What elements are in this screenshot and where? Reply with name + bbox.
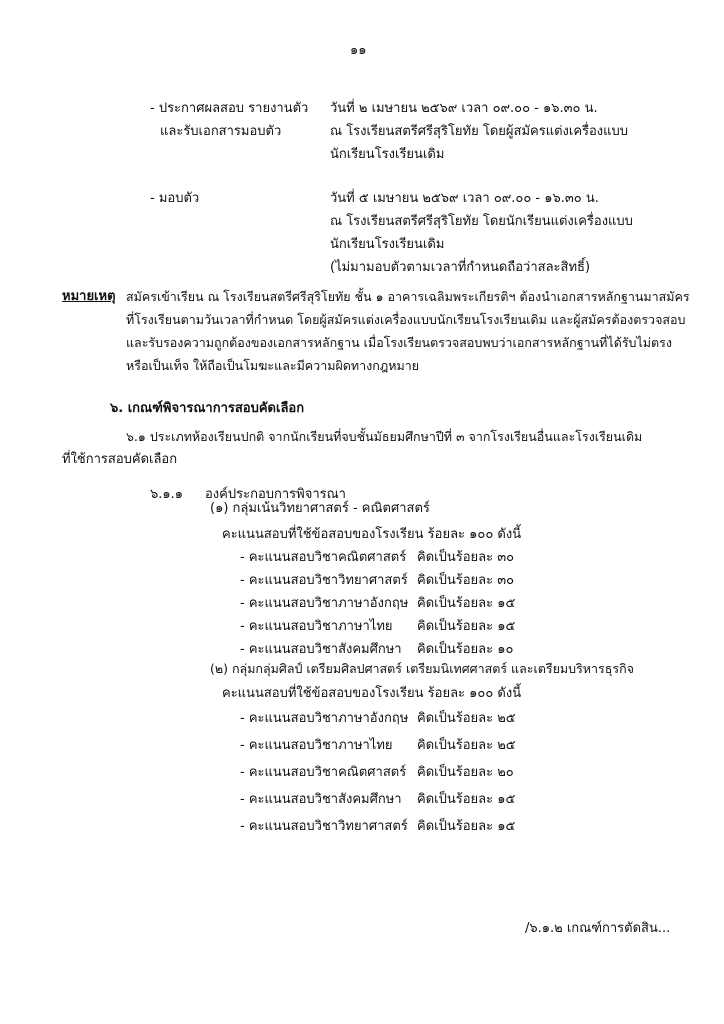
group-2-subject-weight: คิดเป็นร้อยละ ๑๕ [417,792,516,807]
group-1-subject-weight: คิดเป็นร้อยละ ๑๕ [417,619,516,634]
remark-line-4: หรือเป็นเท็จ ให้ถือเป็นโมฆะและมีความผิดทางกฎหมาย [126,358,420,373]
announcement-2-place: ณ โรงเรียนสตรีศรีสุริโยทัย โดยนักเรียนแต่งเครื่องแบบ [330,214,633,229]
announcement-1-label-line-1: - ประกาศผลสอบ รายงานตัว [150,101,309,116]
group-1-subject-weight: คิดเป็นร้อยละ ๑๐ [417,642,514,657]
remark-line-1: สมัครเข้าเรียน ณ โรงเรียนสตรีศรีสุริโยทัย ชั้น ๑ อาคารเฉลิมพระเกียรติฯ ต้องนำเอกสารหลักฐานมาสมัคร [126,289,690,304]
group-1-subject-name: - คะแนนสอบวิชาภาษาอังกฤษ [240,596,409,611]
group-2-subject-weight: คิดเป็นร้อยละ ๒๐ [417,765,514,780]
group-2-subject-name: - คะแนนสอบวิชาภาษาไทย [240,738,393,753]
group-2-title: (๒) กลุ่มกลุ่มศิลป์ เตรียมศิลปศาสตร์ เตรียมนิเทศศาสตร์ และเตรียมบริหารธุรกิจ [210,661,634,676]
section-6-1-line-1: ๖.๑ ประเภทห้องเรียนปกติ จากนักเรียนที่จบชั้นมัธยมศึกษาปีที่ ๓ จากโรงเรียนอื่นและโรงเรียนเดิม [126,429,643,444]
group-1-subject-name: - คะแนนสอบวิชาสังคมศึกษา [240,642,402,657]
section-6-heading: ๖. เกณฑ์พิจารณาการสอบคัดเลือก [110,401,305,416]
announcement-1-label-line-2: และรับเอกสารมอบตัว [160,124,282,139]
announcement-2-uniform: นักเรียนโรงเรียนเดิม [330,237,445,252]
group-1-subject-weight: คิดเป็นร้อยละ ๓๐ [417,550,515,565]
remark-line-3: และรับรองความถูกต้องของเอกสารหลักฐาน เมื่อโรงเรียนตรวจสอบพบว่าเอกสารหลักฐานที่ได้รับไม่ตรง [126,335,672,350]
announcement-1-place: ณ โรงเรียนสตรีศรีสุริโยทัย โดยผู้สมัครแต่งเครื่องแบบ [330,124,629,139]
page-number: ๑๑ [350,43,367,58]
item-6-1-1-number: ๖.๑.๑ [150,487,184,502]
group-2-score-intro: คะแนนสอบที่ใช้ข้อสอบของโรงเรียน ร้อยละ ๑๐๐ ดังนี้ [222,686,522,701]
group-2-subject-weight: คิดเป็นร้อยละ ๒๕ [417,711,516,726]
group-1-score-intro: คะแนนสอบที่ใช้ข้อสอบของโรงเรียน ร้อยละ ๑๐๐ ดังนี้ [222,527,522,542]
group-2-subject-name: - คะแนนสอบวิชาภาษาอังกฤษ [240,711,409,726]
group-2-subject-name: - คะแนนสอบวิชาคณิตศาสตร์ [240,765,407,780]
announcement-2-date: วันที่ ๕ เมษายน ๒๕๖๙ เวลา ๐๙.๐๐ - ๑๖.๓๐ น. [330,191,599,206]
group-2-subject-weight: คิดเป็นร้อยละ ๑๕ [417,819,516,834]
group-1-subject-weight: คิดเป็นร้อยละ ๓๐ [417,573,515,588]
section-6-1-line-2: ที่ใช้การสอบคัดเลือก [62,452,178,467]
group-2-subject-name: - คะแนนสอบวิชาวิทยาศาสตร์ [240,819,408,834]
announcement-2-note: (ไม่มามอบตัวตามเวลาที่กำหนดถือว่าสละสิทธิ์) [330,260,591,275]
announcement-1-date: วันที่ ๒ เมษายน ๒๕๖๙ เวลา ๐๙.๐๐ - ๑๖.๓๐ น. [330,101,598,116]
announcement-2-label: - มอบตัว [150,191,200,206]
remark-line-2: ที่โรงเรียนตามวันเวลาที่กำหนด โดยผู้สมัครแต่งเครื่องแบบนักเรียนโรงเรียนเดิม และผู้สมัครต้องตรวจสอบ [126,312,686,327]
announcement-1-uniform: นักเรียนโรงเรียนเดิม [330,147,445,162]
remark-label: หมายเหตุ [62,289,116,304]
group-2-subject-weight: คิดเป็นร้อยละ ๒๕ [417,738,516,753]
continuation-note: /๖.๑.๒ เกณฑ์การตัดสิน... [525,921,671,936]
group-1-subject-name: - คะแนนสอบวิชาภาษาไทย [240,619,393,634]
item-6-1-1-title: องค์ประกอบการพิจารณา [205,487,346,502]
group-1-subject-name: - คะแนนสอบวิชาวิทยาศาสตร์ [240,573,408,588]
group-2-subject-name: - คะแนนสอบวิชาสังคมศึกษา [240,792,402,807]
group-1-subject-weight: คิดเป็นร้อยละ ๑๕ [417,596,516,611]
group-1-subject-name: - คะแนนสอบวิชาคณิตศาสตร์ [240,550,407,565]
group-1-title: (๑) กลุ่มเน้นวิทยาศาสตร์ - คณิตศาสตร์ [210,501,430,516]
